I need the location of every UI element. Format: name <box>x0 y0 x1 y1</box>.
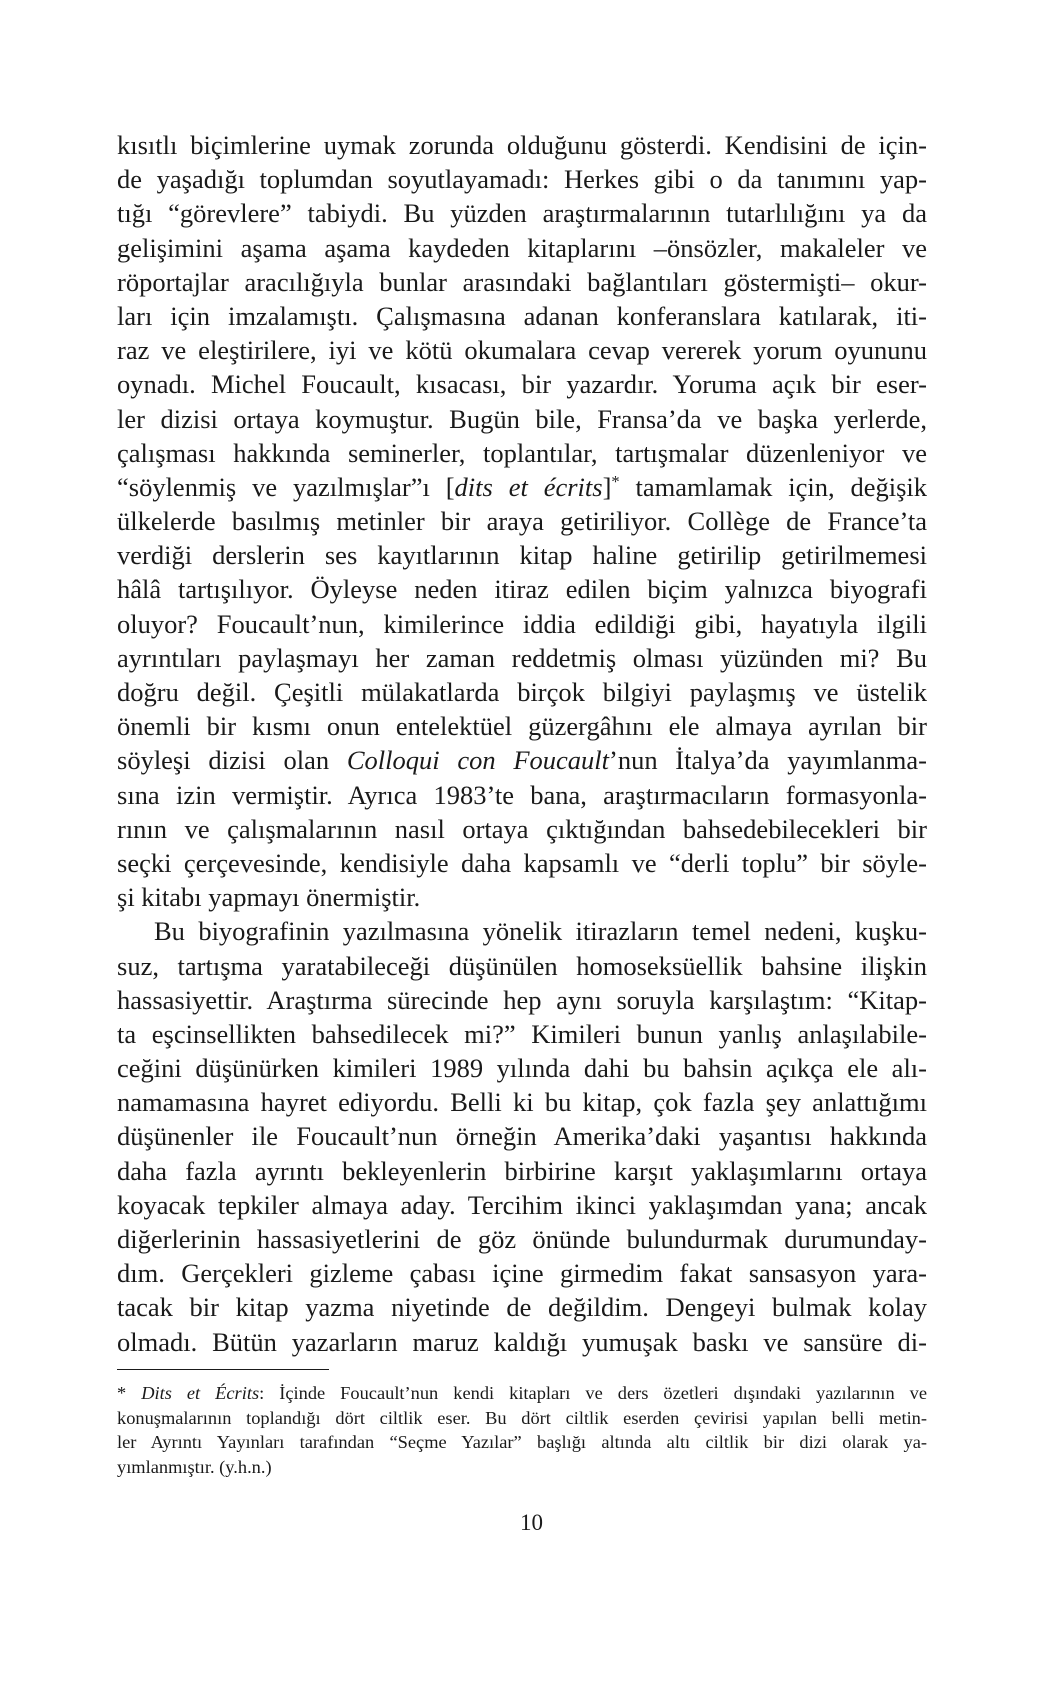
text-line <box>117 743 927 777</box>
text-line: tacak bir kitap yazma niyetinde de değildim. Dengeyi bulmak kolay <box>117 1292 927 1323</box>
text-line: Bu biyografinin yazılmasına yönelik itirazların temel nedeni, kuşku- <box>154 916 927 947</box>
text-line: raz ve eleştirilere, iyi ve kötü okumalara cevap vererek yorum oyununu <box>117 335 927 366</box>
text-line: verdiği derslerin ses kayıtlarının kitap haline getirilip getirilmemesi <box>117 540 927 571</box>
text-line: hâlâ tartışılıyor. Öyleyse neden itiraz edilen biçim yalnızca biyografi <box>117 574 927 605</box>
text-run: “söylenmiş ve yazılmışlar”ı [ <box>117 471 455 502</box>
text-line: dım. Gerçekleri gizleme çabası içine girmedim fakat sansasyon yara- <box>117 1258 927 1289</box>
italic-title: Dits et Écrits <box>141 1383 260 1403</box>
text-run: : İçinde Foucault’nun kendi kitapları ve ders özetleri dışındaki yazılarının ve <box>259 1383 928 1403</box>
footnote <box>117 1381 927 1479</box>
text-line: ta eşcinsellikten bahsedilecek mi?” Kimileri bunun yanlış anlaşılabile- <box>117 1018 927 1049</box>
text-line: ları için imzalamıştı. Çalışmasına adanan konferanslara katılarak, iti- <box>117 300 927 331</box>
text-run: ’nun İtalya’da yayımlanma- <box>609 745 928 776</box>
page-number: 10 <box>520 1510 543 1535</box>
footnote-line: ler Ayrıntı Yayınları tarafından “Seçme Yazılar” başlığı altında altı ciltlik bir dizi olarak ya- <box>117 1432 927 1452</box>
text-line: doğru değil. Çeşitli mülakatlarda birçok bilgiyi paylaşmış ve üstelik <box>117 677 927 707</box>
footnote-marker: * <box>611 471 620 491</box>
text-line: daha fazla ayrıntı bekleyenlerin birbirine karşıt yaklaşımlarını ortaya <box>117 1155 927 1186</box>
text-line: hassasiyettir. Araştırma sürecinde hep aynı soruyla karşılaştım: “Kitap- <box>117 984 927 1015</box>
text-line: de yaşadığı toplumdan soyutlayamadı: Herkes gibi o da tanımını yap- <box>117 164 927 195</box>
text-line: koyacak tepkiler almaya aday. Tercihim ikinci yaklaşımdan yana; ancak <box>117 1189 927 1220</box>
text-line: sına izin vermiştir. Ayrıca 1983’te bana, araştırmacıların formasyonla- <box>117 779 927 810</box>
text-line: ayrıntıları paylaşmayı her zaman reddetmiş olması yüzünden mi? Bu <box>117 642 927 673</box>
text-run: söyleşi dizisi olan <box>117 745 347 776</box>
text-line: tığı “görevlere” tabiydi. Bu yüzden araştırmalarının tutarlılığını ya da <box>117 198 927 229</box>
text-line: çalışması hakkında seminerler, toplantılar, tartışmalar düzenleniyor ve <box>117 437 927 468</box>
footnote-line: konuşmalarının toplandığı dört ciltlik eser. Bu dört ciltlik eserden çevirisi yapılan belli metin- <box>117 1407 927 1428</box>
text-run: * <box>117 1383 142 1403</box>
text-line: namamasına hayret ediyordu. Belli ki bu kitap, çok fazla şey anlattığımı <box>117 1087 927 1118</box>
text-line: kısıtlı biçimlerine uymak zorunda olduğunu gösterdi. Kendisini de için- <box>117 130 927 160</box>
text-line: düşünenler ile Foucault’nun örneğin Amerika’daki yaşantısı hakkında <box>117 1121 927 1152</box>
text-line: şi kitabı yapmayı önermiştir. <box>117 882 421 913</box>
text-line: olmadı. Bütün yazarların maruz kaldığı yumuşak baskı ve sansüre di- <box>117 1326 927 1357</box>
text-line: gelişimini aşama aşama kaydeden kitaplarını –önsözler, makaleler ve <box>117 232 927 263</box>
text-line: oynadı. Michel Foucault, kısacası, bir yazardır. Yoruma açık bir eser- <box>117 369 927 400</box>
text-line: oluyor? Foucault’nun, kimilerince iddia edildiği gibi, hayatıyla ilgili <box>117 608 927 639</box>
text-line: önemli bir kısmı onun entelektüel güzergâhını ele almaya ayrılan bir <box>117 711 927 742</box>
text-line: diğerlerinin hassasiyetlerini de göz önünde bulundurmak durumunday- <box>117 1224 927 1254</box>
italic-title: Colloqui con Foucault <box>346 745 609 776</box>
text-line: ülkelerde basılmış metinler bir araya getiriliyor. Collège de France’ta <box>117 506 927 537</box>
text-line: ler dizisi ortaya koymuştur. Bugün bile, Fransa’da ve başka yerlerde, <box>117 403 927 434</box>
text-line: suz, tartışma yaratabileceği düşünülen homoseksüellik bahsine ilişkin <box>117 950 927 981</box>
text-run: ] <box>602 471 612 502</box>
text-line <box>117 470 927 504</box>
body-text <box>117 128 927 1359</box>
text-line: rının ve çalışmalarının nasıl ortaya çıktığından bahsedebilecekleri bir <box>117 813 927 844</box>
footnote-line <box>117 1381 927 1406</box>
text-run: tamamlamak için, değişik <box>619 471 927 502</box>
text-line: seçki çerçevesinde, kendisiyle daha kapsamlı ve “derli toplu” bir söyle- <box>117 847 927 878</box>
text-line: röportajlar aracılığıyla bunlar arasındaki bağlantıları göstermişti– okur- <box>117 266 927 297</box>
italic-title: dits et écrits <box>454 471 603 502</box>
footnote-line: yımlanmıştır. (y.h.n.) <box>117 1456 272 1477</box>
footnote-separator <box>117 1369 329 1370</box>
text-line: ceğini düşünürken kimileri 1989 yılında dahi bu bahsin açıkça ele alı- <box>117 1053 927 1084</box>
